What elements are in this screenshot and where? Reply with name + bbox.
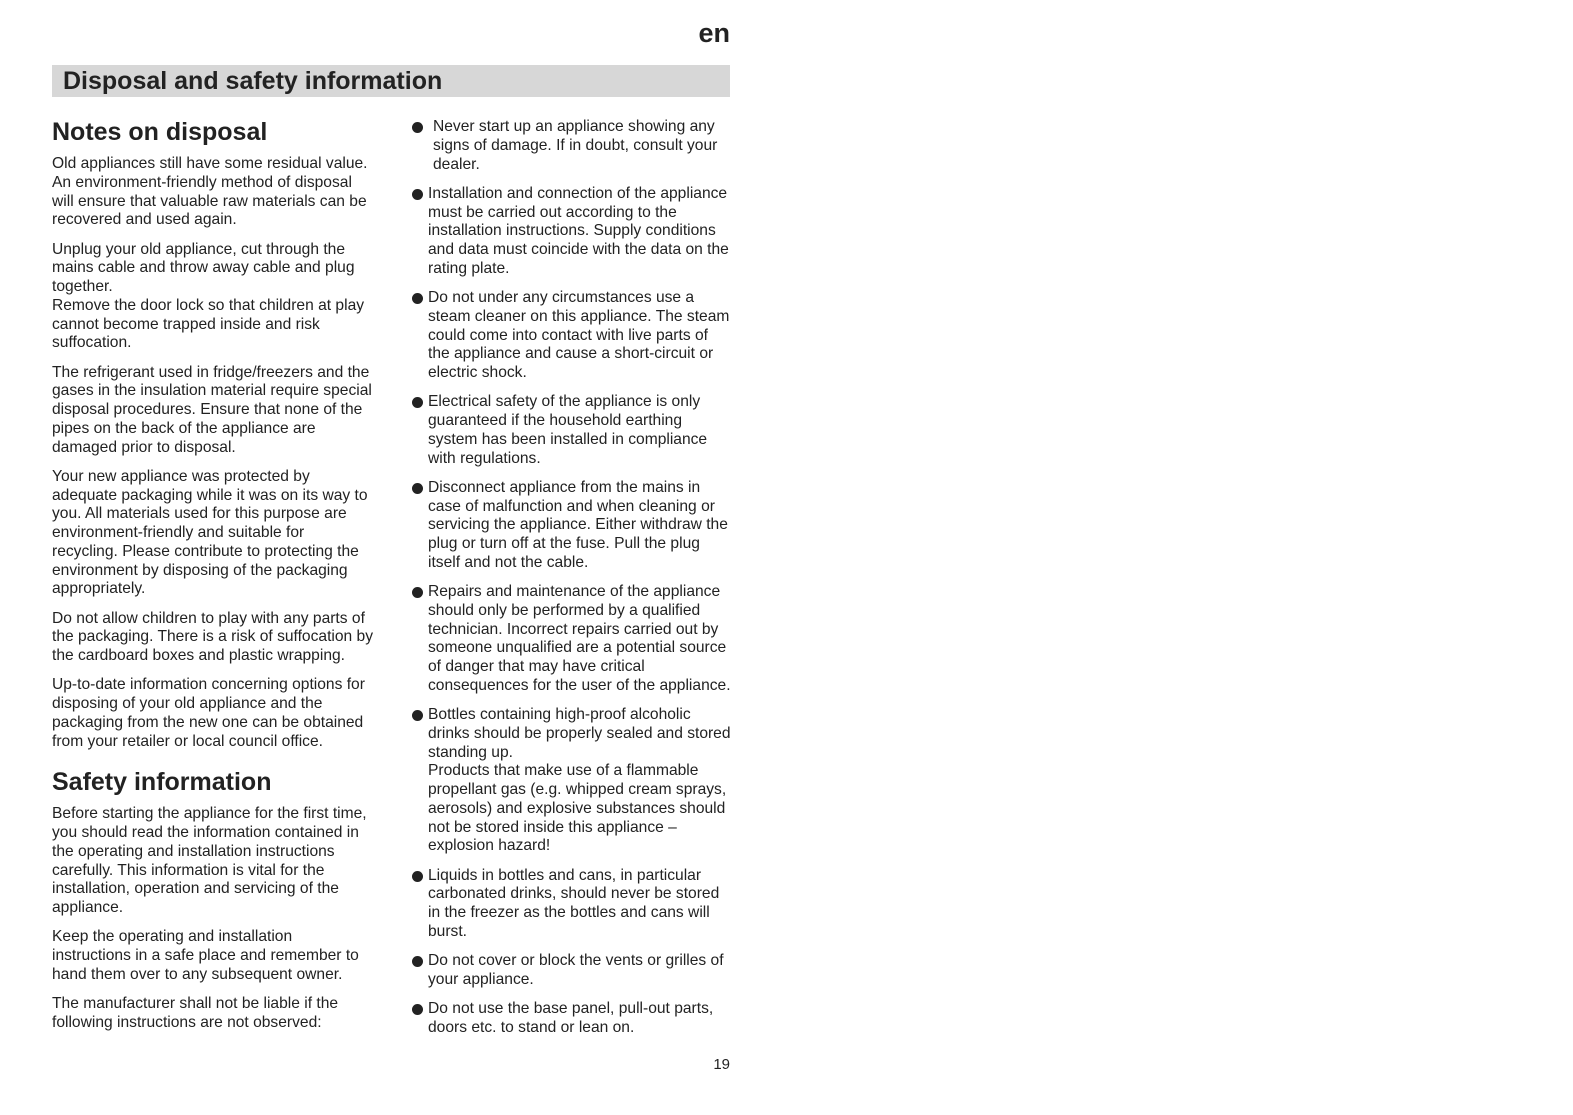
safety-paragraph: The manufacturer shall not be liable if the following instructions are not observed: — [52, 995, 339, 1031]
bullet-text: Do not use the base panel, pull-out parts, doors etc. to stand or lean on. — [428, 1000, 714, 1036]
bullet-icon — [412, 587, 423, 598]
safety-bullet — [411, 289, 733, 383]
bullet-icon — [412, 956, 423, 967]
safety-bullet — [411, 867, 733, 942]
disposal-paragraph: The refrigerant used in fridge/freezers and the gases in the insulation material require special disposal procedures. Ensure that none of the pipes on the back of the appliance are damaged prior to disposal. — [52, 363, 372, 456]
safety-paragraph: Before starting the appliance for the first time, you should read the information contained in the operating and installation instructions carefully. This information is vital for the installation, operation and servicing of the appliance. — [52, 805, 367, 916]
disposal-heading: Notes on disposal — [52, 118, 268, 146]
disposal-paragraph: Your new appliance was protected by adequate packaging while it was on its way to you. All materials used for this purpose are environment-friendly and suitable for recycling. Please contribute to protecting the environment by disposing of the packaging appropriately. — [52, 467, 368, 598]
disposal-paragraph: Up-to-date information concerning options for disposing of your old appliance and the packaging from the new one can be obtained from your retailer or local council office. — [52, 676, 365, 750]
section-banner — [52, 65, 730, 97]
bullet-icon — [412, 871, 423, 882]
bullet-text: Repairs and maintenance of the appliance should only be performed by a qualified technician. Incorrect repairs carried out by someone unqualified are a potential source of danger that may have critical consequences for the user of the appliance. — [428, 583, 731, 694]
bullet-text: Liquids in bottles and cans, in particular carbonated drinks, should never be stored in the freezer as the bottles and cans will burst. — [428, 866, 720, 940]
bullet-text: Do not cover or block the vents or grilles of your appliance. — [428, 952, 724, 988]
bullet-icon — [412, 483, 423, 494]
section-title: Disposal and safety information — [63, 67, 443, 95]
bullet-icon — [412, 397, 423, 408]
bullet-icon — [412, 122, 423, 133]
safety-bullet — [411, 118, 733, 174]
language-code: en — [698, 18, 730, 48]
safety-bullet — [411, 1000, 733, 1038]
left-column — [52, 115, 374, 1043]
safety-bullet — [411, 393, 733, 468]
safety-heading: Safety information — [52, 768, 272, 797]
bullet-icon — [412, 293, 423, 304]
bullet-text: Disconnect appliance from the mains in case of malfunction and when cleaning or servicing the appliance. Either withdraw the plug or turn off at the fuse. Pull the plug itself and not the cable. — [428, 478, 728, 571]
bullet-icon — [412, 710, 423, 721]
bullet-icon — [412, 189, 423, 200]
safety-paragraph: Keep the operating and installation instructions in a safe place and remember to hand them over to any subsequent owner. — [52, 928, 359, 983]
page-number: 19 — [713, 1056, 730, 1073]
disposal-paragraph: Unplug your old appliance, cut through the mains cable and throw away cable and plug together. — [52, 240, 355, 295]
bullet-text: Electrical safety of the appliance is only guaranteed if the household earthing system has been installed in compliance with regulations. — [428, 393, 708, 467]
disposal-paragraph: Old appliances still have some residual value. An environment-friendly method of disposal will ensure that valuable raw materials can be recovered and used again. — [52, 155, 368, 229]
bullet-text: Never start up an appliance showing any signs of damage. If in doubt, consult your dealer. — [433, 118, 718, 173]
safety-bullet — [411, 479, 733, 573]
disposal-paragraph: Remove the door lock so that children at play cannot become trapped inside and risk suffocation. — [52, 296, 365, 352]
bullet-icon — [412, 1004, 423, 1015]
bullet-text: Do not under any circumstances use a steam cleaner on this appliance. The steam could come into contact with live parts of the appliance and cause a short-circuit or electric shock. — [428, 289, 730, 381]
safety-bullet — [411, 583, 733, 696]
safety-bullet — [411, 952, 733, 990]
bullet-text: Bottles containing high-proof alcoholic drinks should be properly sealed and stored standing up. — [428, 706, 731, 761]
right-column — [411, 118, 733, 1048]
bullet-text: Installation and connection of the appliance must be carried out according to the installation instructions. Supply conditions and data must coincide with the data on the rating plate. — [428, 184, 729, 277]
bullet-text: Products that make use of a flammable propellant gas (e.g. whipped cream sprays, aerosols) and explosive substances should not be stored inside this appliance – explosion hazard! — [428, 762, 727, 855]
disposal-paragraph: Do not allow children to play with any parts of the packaging. There is a risk of suffocation by the cardboard boxes and plastic wrapping. — [52, 609, 374, 664]
safety-bullet — [411, 706, 733, 856]
safety-bullet — [411, 185, 733, 279]
